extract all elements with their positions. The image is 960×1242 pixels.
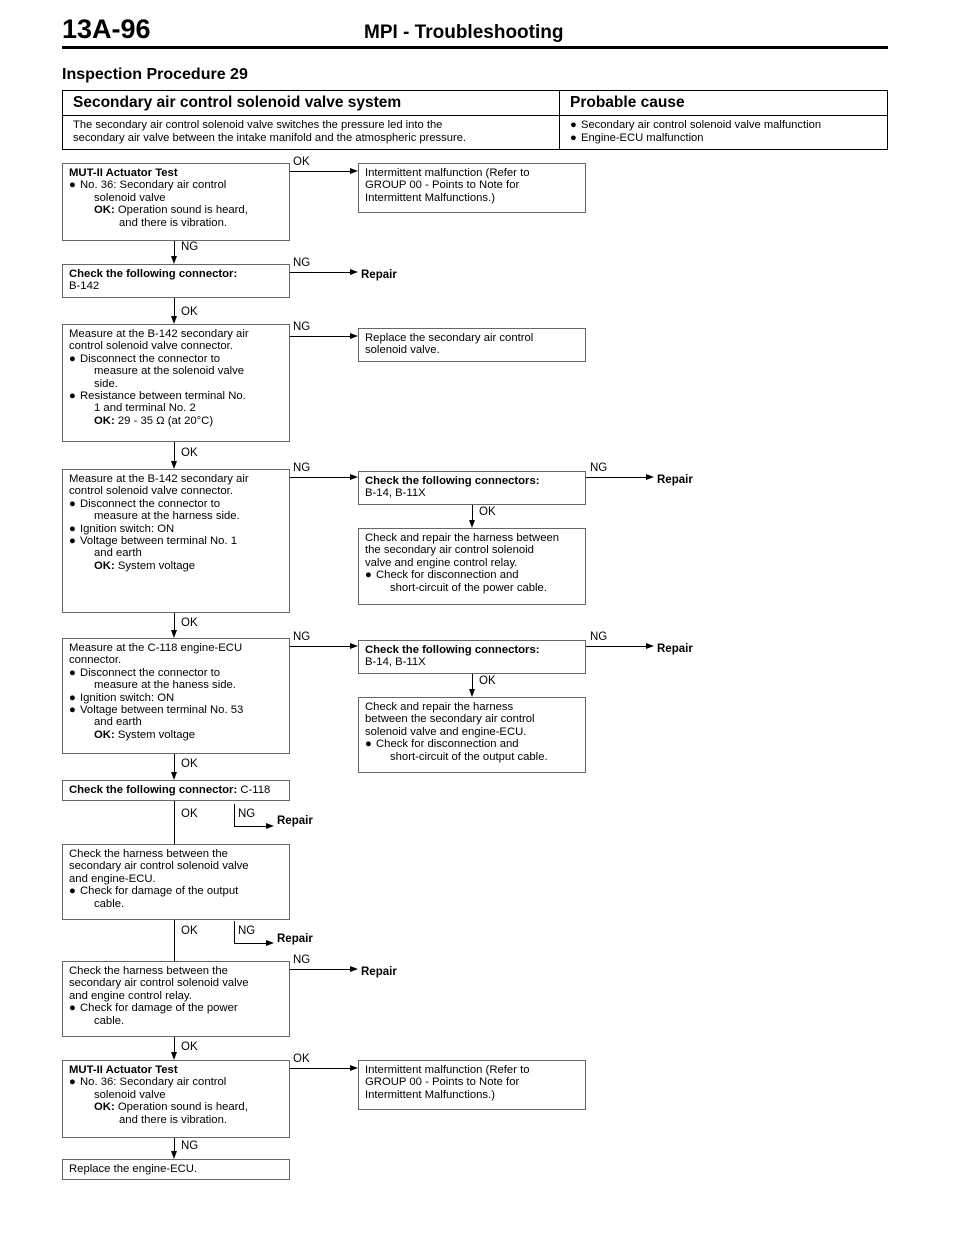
connector-line: [234, 943, 266, 944]
connector-line: [586, 646, 646, 647]
arrow-down-icon: [171, 630, 177, 638]
header-rule: [62, 46, 888, 49]
connector-line: [586, 477, 646, 478]
repair-harness-relay-box: Check and repair the harness between the secondary air control solenoid valve and engine control relay. ● Check for disconnection and short-circuit of the power cable.: [358, 528, 586, 605]
connector-line: [290, 1068, 350, 1069]
connector-line: [174, 1138, 175, 1151]
intermittent-malfunction-box-1: Intermittent malfunction (Refer to GROUP 00 - Points to Note for Intermittent Malfunctions.): [358, 163, 586, 213]
connector-line: [290, 272, 350, 273]
check-connector-b142-box: Check the following connector: B-142: [62, 264, 290, 298]
arrow-down-icon: [469, 689, 475, 697]
connector-line: [290, 171, 350, 172]
check-connector-c118-box: Check the following connector: C-118: [62, 780, 290, 801]
ok-label: OK: [181, 306, 198, 318]
repair-label: Repair: [277, 933, 313, 945]
connector-line: [174, 754, 175, 772]
connector-line: [234, 921, 235, 943]
ng-label: NG: [293, 257, 311, 269]
mut-actuator-test-box-2: MUT-II Actuator Test ● No. 36: Secondary air control solenoid valve OK: Operation sound is heard, and there is vibration.: [62, 1060, 290, 1138]
ng-label: NG: [181, 241, 199, 253]
ng-label: NG: [293, 462, 311, 474]
connector-line: [472, 505, 473, 520]
ok-label: OK: [181, 1041, 198, 1053]
connector-line: [290, 336, 350, 337]
ok-label: OK: [181, 447, 198, 459]
connector-line: [290, 969, 350, 970]
arrow-right-icon: [646, 474, 654, 480]
ng-label: NG: [238, 925, 256, 937]
check-harness-relay-box: Check the harness between the secondary air control solenoid valve and engine control relay. ● Check for damage of the power cable.: [62, 961, 290, 1037]
cause-item: ● Engine-ECU malfunction: [570, 132, 704, 144]
arrow-right-icon: [350, 1065, 358, 1071]
arrow-right-icon: [350, 474, 358, 480]
ok-label: OK: [181, 925, 198, 937]
intermittent-malfunction-box-2: Intermittent malfunction (Refer to GROUP 00 - Points to Note for Intermittent Malfunctions.): [358, 1060, 586, 1110]
page-number: 13A-96: [62, 14, 151, 44]
ng-label: NG: [293, 321, 311, 333]
probable-cause-header: Probable cause: [560, 91, 888, 116]
ok-label: OK: [181, 617, 198, 629]
system-description: [63, 116, 560, 150]
system-header: Secondary air control solenoid valve system: [63, 91, 560, 116]
check-harness-ecu-box: Check the harness between the secondary air control solenoid valve and engine-ECU. ● Check for damage of the output cable.: [62, 844, 290, 920]
connector-line: [290, 646, 350, 647]
connector-line: [174, 298, 175, 316]
measure-resistance-box: Measure at the B-142 secondary air control solenoid valve connector. ● Disconnect the connector to measure at the solenoid valve side. ● Resistance between terminal No. 1 and terminal No. 2 OK: 29 - 35 Ω (at 20°C): [62, 324, 290, 442]
mut-actuator-test-box-1: MUT-II Actuator Test ● No. 36: Secondary air control solenoid valve OK: Operation sound is heard, and there is vibration.: [62, 163, 290, 241]
connector-line: [174, 613, 175, 630]
arrow-right-icon: [266, 940, 274, 946]
arrow-right-icon: [350, 269, 358, 275]
arrow-down-icon: [171, 461, 177, 469]
ok-label: OK: [479, 675, 496, 687]
ok-label: OK: [181, 808, 198, 820]
repair-label: Repair: [657, 643, 693, 655]
ng-label: NG: [293, 954, 311, 966]
connector-line: [174, 241, 175, 256]
ng-label: NG: [590, 462, 608, 474]
probable-causes: [560, 116, 888, 150]
arrow-down-icon: [171, 772, 177, 780]
arrow-right-icon: [350, 168, 358, 174]
connector-line: [472, 674, 473, 689]
ok-label: OK: [293, 156, 310, 168]
arrow-right-icon: [350, 643, 358, 649]
check-connectors-b14-box-2: Check the following connectors: B-14, B-11X: [358, 640, 586, 674]
measure-voltage-b142-box: Measure at the B-142 secondary air control solenoid valve connector. ● Disconnect the connector to measure at the harness side. ● Ignition switch: ON ● Voltage between terminal No. 1 and earth OK: System voltage: [62, 469, 290, 613]
replace-engine-ecu-box: Replace the engine-ECU.: [62, 1159, 290, 1180]
arrow-right-icon: [350, 966, 358, 972]
description-line: secondary air valve between the intake manifold and the atmospheric pressure.: [73, 132, 467, 144]
repair-label: Repair: [277, 815, 313, 827]
repair-label: Repair: [361, 966, 397, 978]
connector-line: [174, 1037, 175, 1052]
page-title: MPI - Troubleshooting: [364, 22, 564, 43]
procedure-title: Inspection Procedure 29: [62, 66, 248, 83]
ng-label: NG: [181, 1140, 199, 1152]
connector-line: [174, 801, 175, 844]
replace-solenoid-valve-box: Replace the secondary air control solenoid valve.: [358, 328, 586, 362]
arrow-right-icon: [646, 643, 654, 649]
ng-label: NG: [293, 631, 311, 643]
connector-line: [290, 477, 350, 478]
connector-line: [174, 442, 175, 461]
arrow-right-icon: [350, 333, 358, 339]
repair-harness-ecu-box: Check and repair the harness between the secondary air control solenoid valve and engine-ECU. ● Check for disconnection and short-circuit of the output cable.: [358, 697, 586, 773]
description-line: The secondary air control solenoid valve switches the pressure led into the: [73, 119, 443, 131]
arrow-down-icon: [171, 316, 177, 324]
repair-label: Repair: [657, 474, 693, 486]
measure-voltage-c118-box: Measure at the C-118 engine-ECU connector. ● Disconnect the connector to measure at the haness side. ● Ignition switch: ON ● Voltage between terminal No. 53 and earth OK: System voltage: [62, 638, 290, 754]
cause-item: ● Secondary air control solenoid valve malfunction: [570, 119, 822, 131]
arrow-down-icon: [171, 256, 177, 264]
arrow-down-icon: [469, 520, 475, 528]
repair-label: Repair: [361, 269, 397, 281]
connector-line: [234, 804, 235, 826]
arrow-right-icon: [266, 823, 274, 829]
ok-label: OK: [479, 506, 496, 518]
connector-line: [174, 920, 175, 961]
arrow-down-icon: [171, 1151, 177, 1159]
ok-label: OK: [181, 758, 198, 770]
probable-cause-table: [62, 90, 888, 150]
check-connectors-b14-box-1: Check the following connectors: B-14, B-11X: [358, 471, 586, 505]
connector-line: [234, 826, 266, 827]
ng-label: NG: [238, 808, 256, 820]
arrow-down-icon: [171, 1052, 177, 1060]
ng-label: NG: [590, 631, 608, 643]
ok-label: OK: [293, 1053, 310, 1065]
